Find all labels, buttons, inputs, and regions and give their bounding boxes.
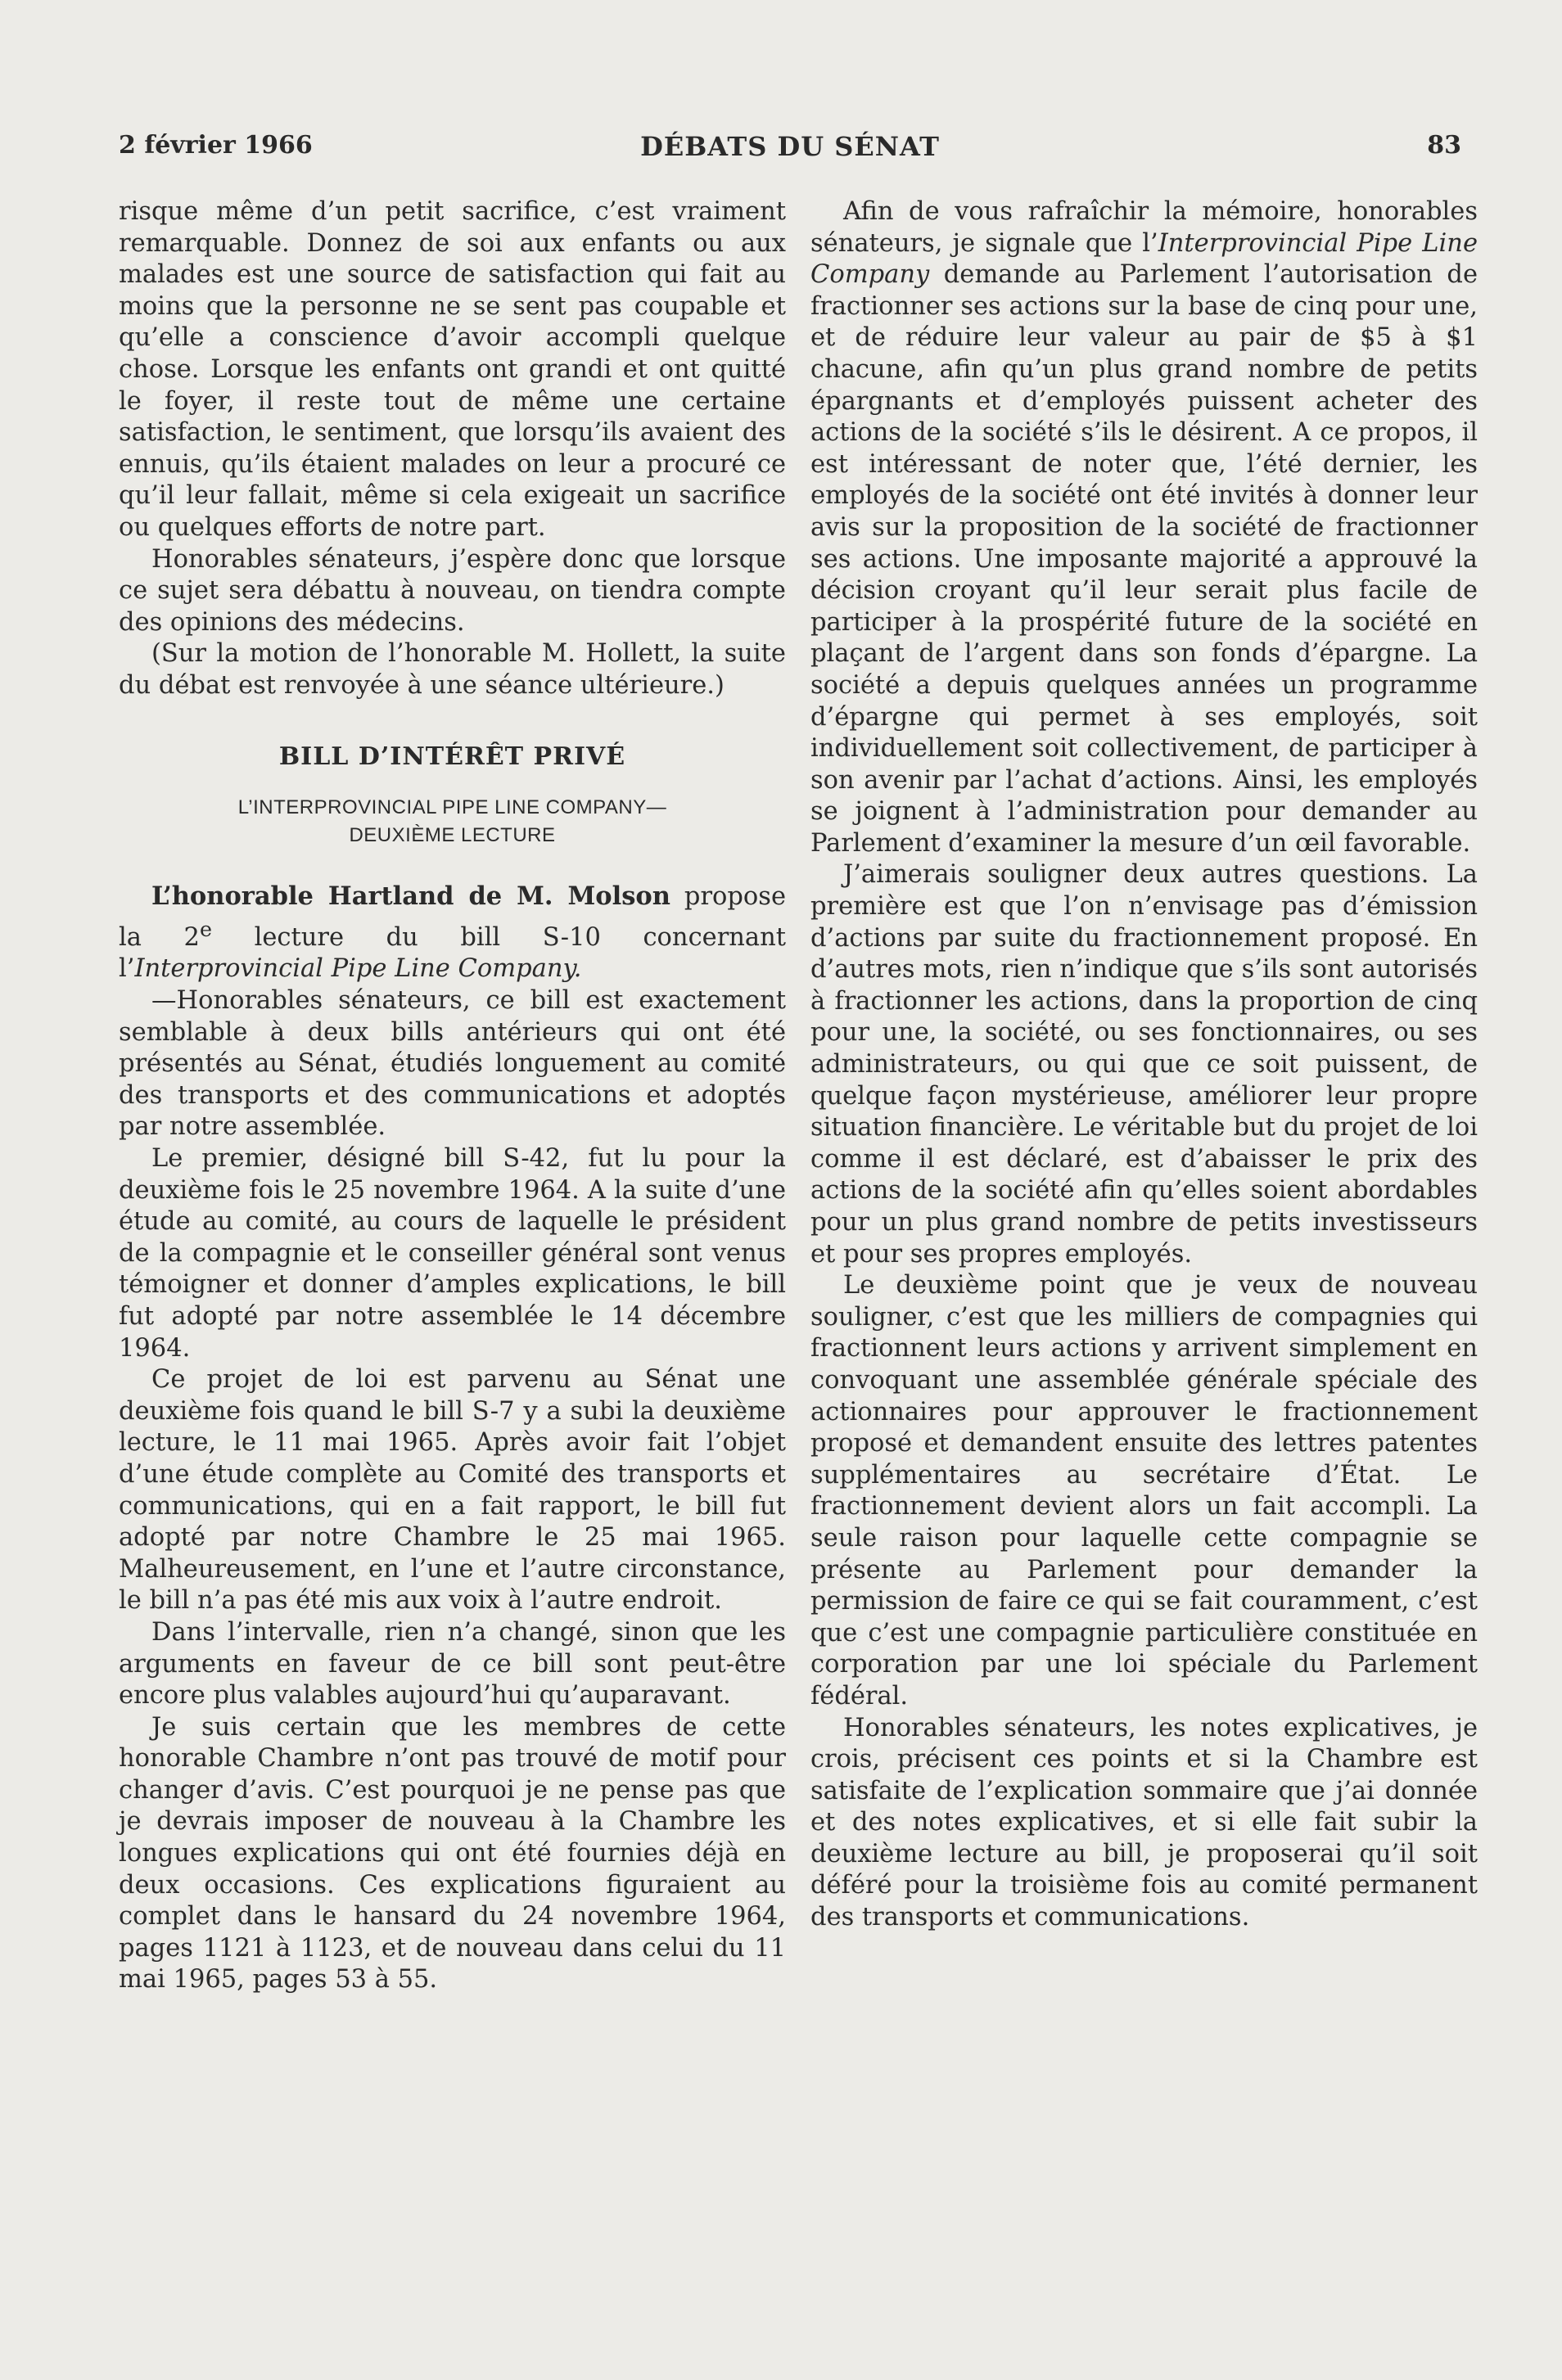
- paragraph: Dans l’intervalle, rien n’a changé, sinon que les arguments en faveur de ce bill sont peut-être encore plus valables aujourd’hui qu’auparavant.: [119, 1617, 786, 1711]
- header-title: DÉBATS DU SÉNAT: [640, 131, 940, 162]
- header-date: 2 février 1966: [119, 131, 313, 160]
- paragraph: Honorables sénateurs, les notes explicatives, je crois, précisent ces points et si la Chambre est satisfaite de l’explication sommaire que j’ai donnée et des notes explicatives, et si elle fait subir la deuxième lecture au bill, je proposerai qu’il soit déféré pour la troisième fois au comité permanent des transports et communications.: [810, 1713, 1478, 1932]
- motion-text: propose la 2: [119, 882, 786, 952]
- motion-paragraph: [119, 881, 786, 985]
- company-name: Interprovincial Pipe Line Company: [810, 228, 1478, 290]
- paragraph: Honorables sénateurs, j’espère donc que lorsque ce sujet sera débattu à nouveau, on tiendra compte des opinions des médecins.: [119, 544, 786, 637]
- ordinal-suffix: e: [199, 916, 212, 941]
- right-column: [810, 196, 1478, 1934]
- paragraph: Ce projet de loi est parvenu au Sénat une deuxième fois quand le bill S-7 y a subi la deuxième lecture, le 11 mai 1965. Après avoir fait l’objet d’une étude complète au Comité des transports et communications, qui en a fait rapport, le bill fut adopté par notre Chambre le 25 mai 1965. Malheureusement, en l’une et l’autre circonstance, le bill n’a pas été mis aux voix à l’autre endroit.: [119, 1365, 786, 1616]
- paragraph: [810, 196, 1478, 859]
- section-subheading: L’INTERPROVINCIAL PIPE LINE COMPANY—: [237, 796, 667, 819]
- motion-text-2: lecture du bill S-10 concernant l’: [119, 922, 787, 984]
- speaker-name: L’honorable Hartland de M. Molson: [151, 881, 670, 912]
- left-column: [119, 196, 786, 1996]
- company-name: Interprovincial Pipe Line Company.: [134, 954, 582, 984]
- paragraph: Le deuxième point que je veux de nouveau souligner, c’est que les milliers de compagnies qui fractionnent leurs actions y arrivent simplement en convoquant une assemblée générale spéciale des actionnaires pour approuver le fractionnement proposé et demandent ensuite des lettres patentes supplémentaires au secrétaire d’État. Le fractionnement devient alors un fait accompli. La seule raison pour laquelle cette compagnie se présente au Parlement pour demander la permission de faire ce qui se fait couramment, c’est que c’est une compagnie particulière constituée en corporation par une loi spéciale du Parlement fédéral.: [810, 1271, 1478, 1711]
- text-run: demande au Parlement l’autorisation de fractionner ses actions sur la base de cinq pour une, et de réduire leur valeur au pair de $5 à $1 chacune, afin qu’un plus grand nombre de petits épargnants et d’employés puissent acheter des actions de la société s’ils le désirent. A ce propos, il est intéressant de noter que, l’été dernier, les employés de la société ont été invités à donner leur avis sur la proposition de la société de fractionner ses actions. Une imposante majorité a approuvé la décision croyant qu’il leur serait plus facile de participer à la prospérité future de la société en plaçant de l’argent dans son fonds d’épargne. La société a depuis quelques années un programme d’épargne qui permet à ses employés, soit individuellement soit collectivement, de participer à son avenir par l’achat d’actions. Ainsi, les employés se joignent à l’administration pour demander au Parlement d’examiner la mesure d’un œil favorable.: [810, 260, 1478, 858]
- paragraph: —Honorables sénateurs, ce bill est exactement semblable à deux bills antérieurs qui ont été présentés au Sénat, étudiés longuement au comité des transports et des communications et adoptés par notre assemblée.: [119, 986, 786, 1142]
- paragraph: risque même d’un petit sacrifice, c’est vraiment remarquable. Donnez de soi aux enfants ou aux malades est une source de satisfaction qui fait au moins que la personne ne se sent pas coupable et qu’elle a conscience d’avoir accompli quelque chose. Lorsque les enfants ont grandi et ont quitté le foyer, il reste tout de même une certaine satisfaction, le sentiment, que lorsqu’ils avaient des ennuis, qu’ils étaient malades on leur a procuré ce qu’il leur fallait, même si cela exigeait un sacrifice ou quelques efforts de notre part.: [119, 197, 786, 542]
- section-subheading-2: DEUXIÈME LECTURE: [349, 824, 556, 847]
- text-run: Afin de vous rafraîchir la mémoire, honorables sénateurs, je signale que l’: [810, 197, 1478, 258]
- page-number: 83: [1427, 131, 1461, 160]
- paragraph: Le premier, désigné bill S-42, fut lu pour la deuxième fois le 25 novembre 1964. A la suite d’une étude au comité, au cours de laquelle le président de la compagnie et le conseiller général sont venus témoigner et donner d’amples explications, le bill fut adopté par notre assemblée le 14 décembre 1964.: [119, 1144, 786, 1363]
- paragraph: Je suis certain que les membres de cette honorable Chambre n’ont pas trouvé de motif pour changer d’avis. C’est pourquoi je ne pense pas que je devrais imposer de nouveau à la Chambre les longues explications qui ont été fournies déjà en deux occasions. Ces explications figuraient au complet dans le hansard du 24 novembre 1964, pages 1121 à 1123, et de nouveau dans celui du 11 mai 1965, pages 53 à 55.: [119, 1712, 786, 1995]
- page-header: [119, 131, 1461, 172]
- section-heading: BILL D’INTÉRÊT PRIVÉ: [278, 741, 626, 771]
- paragraph: J’aimerais souligner deux autres questions. La première est que l’on n’envisage pas d’émission d’actions par suite du fractionnement proposé. En d’autres mots, rien n’indique que s’ils sont autorisés à fractionner les actions, dans la proportion de cinq pour une, la société, ou ses fonctionnaires, ou ses administrateurs, ou qui que ce soit puissent, de quelque façon mystérieuse, améliorer leur propre situation financière. Le véritable but du projet de loi comme il est déclaré, est d’abaisser le prix des actions de la société afin qu’elles soient abordables pour un plus grand nombre de petits investisseurs et pour ses propres employés.: [810, 860, 1478, 1269]
- paragraph: (Sur la motion de l’honorable M. Hollett, la suite du débat est renvoyée à une séance ultérieure.): [119, 639, 786, 700]
